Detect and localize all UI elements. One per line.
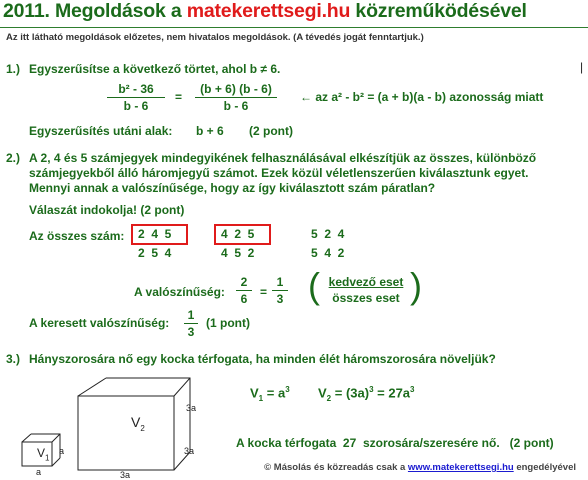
q3-number: 3.) <box>6 352 21 366</box>
big-cube-label <box>131 414 145 433</box>
q1-fraction-left <box>107 82 165 113</box>
q2-line-2: számjegyekből álló háromjegyű számot. Ezek közül véletlenszerűen kiválasztunk egyet. <box>29 166 529 180</box>
favorable-cases: kedvező eset <box>328 275 404 289</box>
v1-symbol: V <box>250 385 259 401</box>
v2-rhs-b: = 27a <box>373 385 411 401</box>
q1-equals: = <box>175 90 183 104</box>
q3-conclusion: A kocka térfogata 27 szorosára/szeresére nő. (2 pont) <box>236 436 554 450</box>
v2-symbol: V <box>318 385 327 401</box>
small-cube-v: V <box>37 446 46 460</box>
q2-number: 2.) <box>6 151 21 165</box>
q1-identity-note: ← az a² - b² = (a + b)(a - b) azonosság miatt <box>300 90 544 104</box>
q2-all-numbers-label: Az összes szám: <box>29 229 125 243</box>
edge-label-3a-bottom: 3a <box>120 470 131 480</box>
copyright-footer <box>264 462 576 473</box>
q1-fraction-right <box>195 82 277 113</box>
edge-label-3a-depth: 3a <box>184 446 195 456</box>
perm-4-5-2: 4 5 2 <box>221 246 255 260</box>
q2-line-1: A 2, 4 és 5 számjegyek mindegyikének felhasználásával elkészítjük az összes, különböző <box>29 151 537 165</box>
answer-denominator: 3 <box>187 325 195 339</box>
answer-numerator: 1 <box>184 308 198 324</box>
q2-prob-label: A valószínűség: <box>134 285 225 299</box>
big-cube-v: V <box>131 414 141 430</box>
q1-frac1-denominator: b - 6 <box>123 99 149 113</box>
title-suffix: közreműködésével <box>350 0 527 22</box>
big-cube-sub: 2 <box>140 423 145 433</box>
v1-sub: 1 <box>258 393 264 403</box>
small-cube-label <box>37 446 49 462</box>
v2-exp: 3 <box>369 385 374 394</box>
footer-link[interactable]: www.matekerettsegi.hu <box>407 462 514 473</box>
q1-frac2-numerator: (b + 6) (b - 6) <box>195 82 277 98</box>
v1-formula <box>250 385 290 403</box>
right-paren: ) <box>410 265 422 306</box>
q2-line-3: Mennyi annak a valószínűsége, hogy az így kiválasztott szám páratlan? <box>29 181 436 195</box>
perm-2-5-4: 2 5 4 <box>138 246 172 260</box>
perm-5-2-4: 5 2 4 <box>311 227 345 241</box>
prob-numerator: 2 <box>236 275 252 291</box>
q2-answer-fraction <box>184 308 198 339</box>
q1-frac1-numerator: b² - 36 <box>107 82 165 98</box>
q1-result-label: Egyszerűsítés utáni alak: <box>29 124 173 138</box>
title-brand: matekerettsegi.hu <box>186 0 351 22</box>
title-prefix: 2011. Megoldások a <box>3 0 187 22</box>
q2-prob-equals: = <box>260 285 268 299</box>
edge-label-a-bottom: a <box>36 467 42 477</box>
total-cases: összes eset <box>332 291 400 305</box>
q1-points: (2 pont) <box>249 124 293 138</box>
prob-simpl-numerator: 1 <box>272 275 288 291</box>
page-title <box>3 0 527 23</box>
v1-exp: 3 <box>285 385 290 394</box>
v1-rhs: = a <box>266 385 286 401</box>
edge-label-a-right: a <box>59 446 65 456</box>
q2-answer-label: A keresett valószínűség: <box>29 316 170 330</box>
q2-prob-simplified <box>272 275 288 306</box>
prob-simpl-denominator: 3 <box>276 292 284 306</box>
perm-5-4-2: 5 4 2 <box>311 246 345 260</box>
q1-result-value: b + 6 <box>196 124 224 138</box>
left-paren: ( <box>308 265 320 306</box>
v2-rhs-a: = (3a) <box>334 385 370 401</box>
text-cursor: | <box>580 60 584 74</box>
q2-answer-points: (1 pont) <box>206 316 250 330</box>
q3-prompt: Hányszorosára nő egy kocka térfogata, ha minden élét háromszorosára növeljük? <box>29 352 496 366</box>
q1-prompt: Egyszerűsítse a következő törtet, ahol b ≠ 6. <box>29 62 281 76</box>
v2-formula <box>318 385 415 403</box>
v2-sub: 2 <box>326 393 332 403</box>
prob-denominator: 6 <box>240 292 248 306</box>
disclaimer: Az itt látható megoldások előzetes, nem hivatalos megoldások. (A tévedés jogát fenntartjuk.) <box>6 32 424 43</box>
q2-prob-formula <box>324 275 408 305</box>
q1-frac2-denominator: b - 6 <box>223 99 249 113</box>
q2-prob-fraction <box>236 275 252 306</box>
footer-text: © Másolás és közreadás csak a <box>264 462 408 473</box>
small-cube-sub: 1 <box>45 453 50 463</box>
perm-2-4-5: 2 4 5 <box>138 227 172 241</box>
q1-number: 1.) <box>6 62 21 76</box>
title-divider <box>0 27 588 28</box>
footer-suffix: engedélyével <box>513 462 576 473</box>
perm-4-2-5: 4 2 5 <box>221 227 255 241</box>
edge-label-3a-right: 3a <box>186 403 197 413</box>
q2-instruction: Válaszát indokolja! (2 pont) <box>29 203 185 217</box>
v2-exp2: 3 <box>410 385 415 394</box>
